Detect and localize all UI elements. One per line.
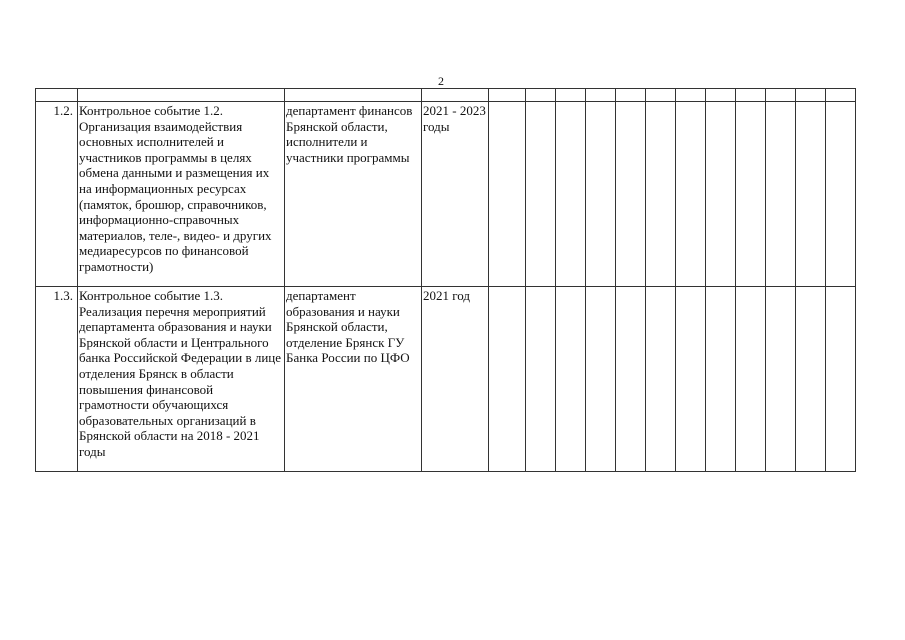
header-cell — [285, 89, 422, 102]
empty-cell — [586, 287, 616, 472]
header-cell — [78, 89, 285, 102]
empty-cell — [796, 102, 826, 287]
header-cell — [826, 89, 856, 102]
empty-cell — [489, 287, 526, 472]
header-cell — [586, 89, 616, 102]
header-cell — [526, 89, 556, 102]
empty-cell — [489, 102, 526, 287]
row-number: 1.2. — [36, 102, 78, 287]
header-cell — [36, 89, 78, 102]
header-cell — [556, 89, 586, 102]
empty-cell — [706, 287, 736, 472]
period-cell: 2021 - 2023 годы — [422, 102, 489, 287]
empty-cell — [526, 287, 556, 472]
empty-cell — [676, 102, 706, 287]
executor-cell: департамент образования и науки Брянской области, отделение Брянск ГУ Банка России по ЦФО — [285, 287, 422, 472]
empty-cell — [556, 102, 586, 287]
control-event-cell: Контрольное событие 1.3. Реализация перечня мероприятий департамента образования и науки Брянской области и Центрального банка Российской Федерации в лице отделения Брянск в области повышения финансовой грамотности обучающихся образовательных организаций в Брянской области на 2018 - 2021 годы — [78, 287, 285, 472]
empty-cell — [616, 287, 646, 472]
header-cell — [489, 89, 526, 102]
empty-cell — [826, 102, 856, 287]
empty-cell — [646, 102, 676, 287]
header-cell — [796, 89, 826, 102]
page-number: 2 — [438, 74, 444, 88]
empty-cell — [556, 287, 586, 472]
empty-cell — [586, 102, 616, 287]
empty-cell — [736, 287, 766, 472]
table-header-row — [36, 89, 856, 102]
empty-cell — [766, 287, 796, 472]
empty-cell — [676, 287, 706, 472]
table-row — [36, 102, 856, 287]
header-cell — [616, 89, 646, 102]
empty-cell — [736, 102, 766, 287]
empty-cell — [766, 102, 796, 287]
header-cell — [736, 89, 766, 102]
period-cell: 2021 год — [422, 287, 489, 472]
row-number: 1.3. — [36, 287, 78, 472]
empty-cell — [826, 287, 856, 472]
header-cell — [706, 89, 736, 102]
table-row — [36, 287, 856, 472]
empty-cell — [706, 102, 736, 287]
header-cell — [676, 89, 706, 102]
plan-table — [35, 88, 856, 472]
header-cell — [422, 89, 489, 102]
executor-cell: департамент финансов Брянской области, исполнители и участники программы — [285, 102, 422, 287]
empty-cell — [796, 287, 826, 472]
empty-cell — [646, 287, 676, 472]
control-event-cell: Контрольное событие 1.2. Организация взаимодействия основных исполнителей и участников программы в целях обмена данными и размещения их на информационных ресурсах (памяток, брошюр, справочников, информационно-справочных материалов, теле-, видео- и других медиаресурсов по финансовой грамотности) — [78, 102, 285, 287]
empty-cell — [526, 102, 556, 287]
empty-cell — [616, 102, 646, 287]
header-cell — [766, 89, 796, 102]
header-cell — [646, 89, 676, 102]
